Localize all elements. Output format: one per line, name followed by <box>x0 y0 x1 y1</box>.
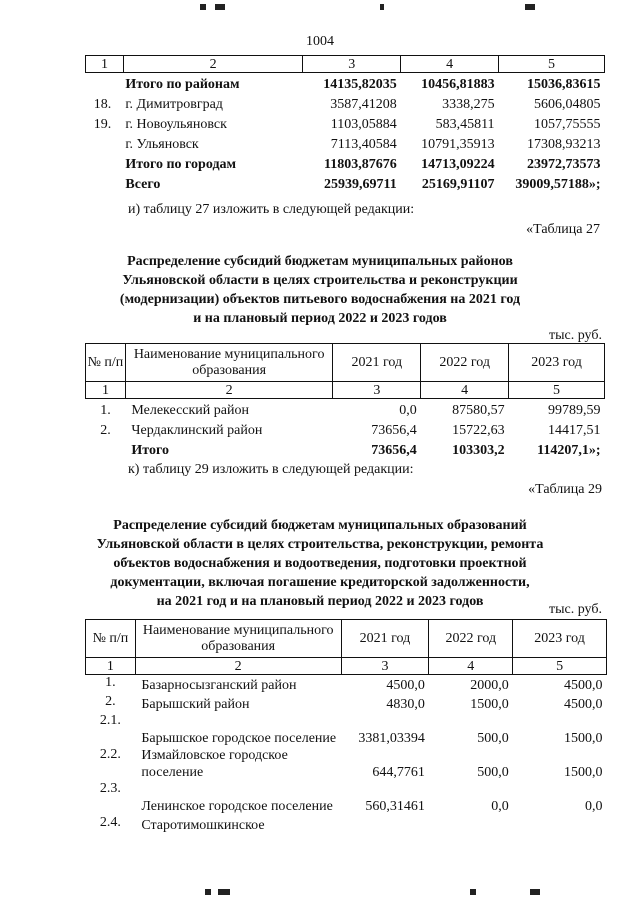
row-value-2023: 1500,0 <box>564 764 603 780</box>
row-value-2022 <box>429 815 513 834</box>
table-row <box>86 439 605 459</box>
row-value-2022: 10456,81883 <box>421 76 495 92</box>
col-number: 1 <box>86 56 124 73</box>
table-27 <box>85 343 605 459</box>
row-number <box>86 173 124 193</box>
header-2021: 2021 год <box>341 620 429 658</box>
scan-mark <box>215 4 225 10</box>
row-number <box>86 439 126 459</box>
row-name: Измайловское городское поселение <box>141 747 288 780</box>
title-line: (модернизации) объектов питьевого водоснабжения на 2021 год <box>119 292 521 307</box>
row-value-2021: 4830,0 <box>386 696 425 712</box>
row-value-2023: 4500,0 <box>564 696 603 712</box>
row-number: 2.3. <box>99 780 121 796</box>
row-value-2021: 644,7761 <box>372 764 425 780</box>
row-name: Чердаклинский район <box>131 422 263 438</box>
edit-instruction-k: к) таблицу 29 изложить в следующей редакции: <box>128 462 414 477</box>
table-row <box>86 815 607 834</box>
row-number: 2.2. <box>99 746 121 762</box>
scan-mark <box>218 889 230 895</box>
row-number: 2.1. <box>99 712 121 728</box>
page-number: 1004 <box>306 34 334 49</box>
col-number: 2 <box>135 658 341 675</box>
row-value-2023: 1057,75555 <box>534 116 601 132</box>
title-line: и на плановый период 2022 и 2023 годов <box>193 311 447 326</box>
col-number: 1 <box>86 658 136 675</box>
row-value-2022: 3338,275 <box>442 96 495 112</box>
header-name: Наименование муниципального образования <box>135 620 341 658</box>
row-number: 19. <box>93 116 112 132</box>
row-value-2023: 0,0 <box>585 798 603 814</box>
row-value-2022: 583,45811 <box>435 116 495 132</box>
row-value-2022: 1500,0 <box>470 696 509 712</box>
col-number: 5 <box>513 658 607 675</box>
row-value-2022: 14713,09224 <box>421 156 495 172</box>
title-line: объектов водоснабжения и водоотведения, подготовки проектной <box>113 556 527 571</box>
scan-mark <box>205 889 211 895</box>
row-name: Всего <box>125 176 161 192</box>
col-number: 1 <box>86 382 126 399</box>
row-value-2022: 500,0 <box>477 764 509 780</box>
scan-mark <box>530 889 540 895</box>
header-2022: 2022 год <box>421 344 509 382</box>
header-num: № п/п <box>86 620 136 658</box>
table-row <box>86 419 605 439</box>
row-value-2021: 1103,05884 <box>330 116 397 132</box>
title-line: Распределение субсидий бюджетам муниципальных районов <box>127 254 513 269</box>
row-value-2023: 1500,0 <box>564 730 603 746</box>
header-2022: 2022 год <box>429 620 513 658</box>
row-number: 18. <box>93 96 112 112</box>
title-line: на 2021 год и на плановый период 2022 и 2023 годов <box>156 594 484 609</box>
row-value-2021: 3587,41208 <box>330 96 397 112</box>
header-2021: 2021 год <box>333 344 421 382</box>
table-row <box>86 675 607 694</box>
row-value-2021: 3381,03394 <box>358 730 425 746</box>
row-number <box>86 133 124 153</box>
table-row <box>86 713 607 747</box>
column-numbers-row <box>86 382 605 399</box>
edit-instruction-i: и) таблицу 27 изложить в следующей редакции: <box>128 202 415 217</box>
table-27-caption: «Таблица 27 <box>526 222 600 237</box>
row-number: 1. <box>100 402 111 418</box>
scan-mark <box>380 4 384 10</box>
row-value-2023: 99789,59 <box>548 402 601 418</box>
column-numbers-row <box>86 56 605 73</box>
row-name: Базарносызганский район <box>141 677 297 693</box>
row-name: г. Ульяновск <box>125 136 199 152</box>
row-value-2022: 0,0 <box>491 798 509 814</box>
continuation-table <box>85 55 605 193</box>
table-29-title <box>60 516 580 611</box>
row-name: Мелекесский район <box>131 402 249 418</box>
table-29-caption: «Таблица 29 <box>528 482 602 497</box>
header-num: № п/п <box>86 344 126 382</box>
col-number: 5 <box>499 56 605 73</box>
row-number: 1. <box>105 675 116 690</box>
row-number: 2. <box>100 422 111 438</box>
scan-mark <box>470 889 476 895</box>
row-value-2022: 87580,57 <box>452 402 505 418</box>
row-name: Старотимошкинское <box>141 817 265 833</box>
row-value-2022: 103303,2 <box>452 442 505 458</box>
table-row <box>86 93 605 113</box>
col-number: 5 <box>509 382 605 399</box>
row-name: Итого по городам <box>125 156 237 172</box>
row-value-2022: 25169,91107 <box>421 176 495 192</box>
col-number: 3 <box>333 382 421 399</box>
row-value-2023: 114207,1»; <box>537 442 601 458</box>
row-value-2023: 23972,73573 <box>527 156 601 172</box>
col-number: 3 <box>303 56 401 73</box>
row-value-2021: 0,0 <box>399 402 417 418</box>
row-number: 2. <box>105 693 116 709</box>
row-value-2021: 73656,4 <box>371 442 417 458</box>
row-name: Итого по районам <box>125 76 240 92</box>
row-value-2023: 17308,93213 <box>527 136 601 152</box>
row-value-2022: 2000,0 <box>470 677 509 693</box>
row-number <box>86 153 124 173</box>
row-name: Барышское городское поселение <box>141 730 337 746</box>
row-value-2023 <box>513 815 607 834</box>
table-row <box>86 113 605 133</box>
row-value-2021: 11803,87676 <box>323 156 397 172</box>
header-name: Наименование муниципального образования <box>125 344 333 382</box>
scan-mark <box>525 4 535 10</box>
row-value-2021: 560,31461 <box>365 798 425 814</box>
table-row <box>86 747 607 781</box>
row-value-2021: 7113,40584 <box>330 136 397 152</box>
col-number: 2 <box>123 56 302 73</box>
title-line: документации, включая погашение кредиторской задолженности, <box>110 575 530 590</box>
table-header-row <box>86 344 605 382</box>
col-number: 4 <box>429 658 513 675</box>
table-row <box>86 399 605 419</box>
row-value-2023: 5606,04805 <box>534 96 601 112</box>
row-value-2022: 15722,63 <box>452 422 505 438</box>
column-numbers-row <box>86 658 607 675</box>
row-value-2022: 10791,35913 <box>421 136 495 152</box>
row-name: г. Новоульяновск <box>125 116 227 132</box>
row-value-2022: 500,0 <box>477 730 509 746</box>
table-27-units: тыс. руб. <box>549 328 602 343</box>
table-row <box>86 781 607 815</box>
header-2023: 2023 год <box>513 620 607 658</box>
table-27-title <box>60 252 580 328</box>
col-number: 4 <box>401 56 499 73</box>
title-line: Ульяновской области в целях строительства и реконструкции <box>122 273 518 288</box>
table-row <box>86 173 605 193</box>
table-29-units: тыс. руб. <box>549 602 602 617</box>
row-value-2023: 4500,0 <box>564 677 603 693</box>
title-line: Распределение субсидий бюджетам муниципальных образований <box>113 518 527 533</box>
table-row <box>86 694 607 713</box>
row-value-2023: 39009,57188»; <box>515 176 601 192</box>
row-value-2021: 4500,0 <box>386 677 425 693</box>
row-value-2023: 15036,83615 <box>527 76 601 92</box>
row-name: г. Димитровград <box>125 96 223 112</box>
row-name: Итого <box>131 442 169 458</box>
row-name: Ленинское городское поселение <box>141 798 333 814</box>
table-row <box>86 73 605 93</box>
header-2023: 2023 год <box>509 344 605 382</box>
row-number: 2.4. <box>99 814 121 830</box>
row-name: Барышский район <box>141 696 250 712</box>
row-value-2021 <box>341 815 429 834</box>
row-value-2021: 73656,4 <box>371 422 417 438</box>
table-29 <box>85 619 607 834</box>
row-number <box>86 73 124 93</box>
col-number: 4 <box>421 382 509 399</box>
col-number: 2 <box>125 382 333 399</box>
row-value-2021: 14135,82035 <box>323 76 397 92</box>
row-value-2021: 25939,69711 <box>323 176 397 192</box>
table-row <box>86 153 605 173</box>
row-value-2023: 14417,51 <box>548 422 601 438</box>
table-row <box>86 133 605 153</box>
scan-mark <box>200 4 206 10</box>
title-line: Ульяновской области в целях строительства, реконструкции, ремонта <box>96 537 544 552</box>
table-header-row <box>86 620 607 658</box>
col-number: 3 <box>341 658 429 675</box>
